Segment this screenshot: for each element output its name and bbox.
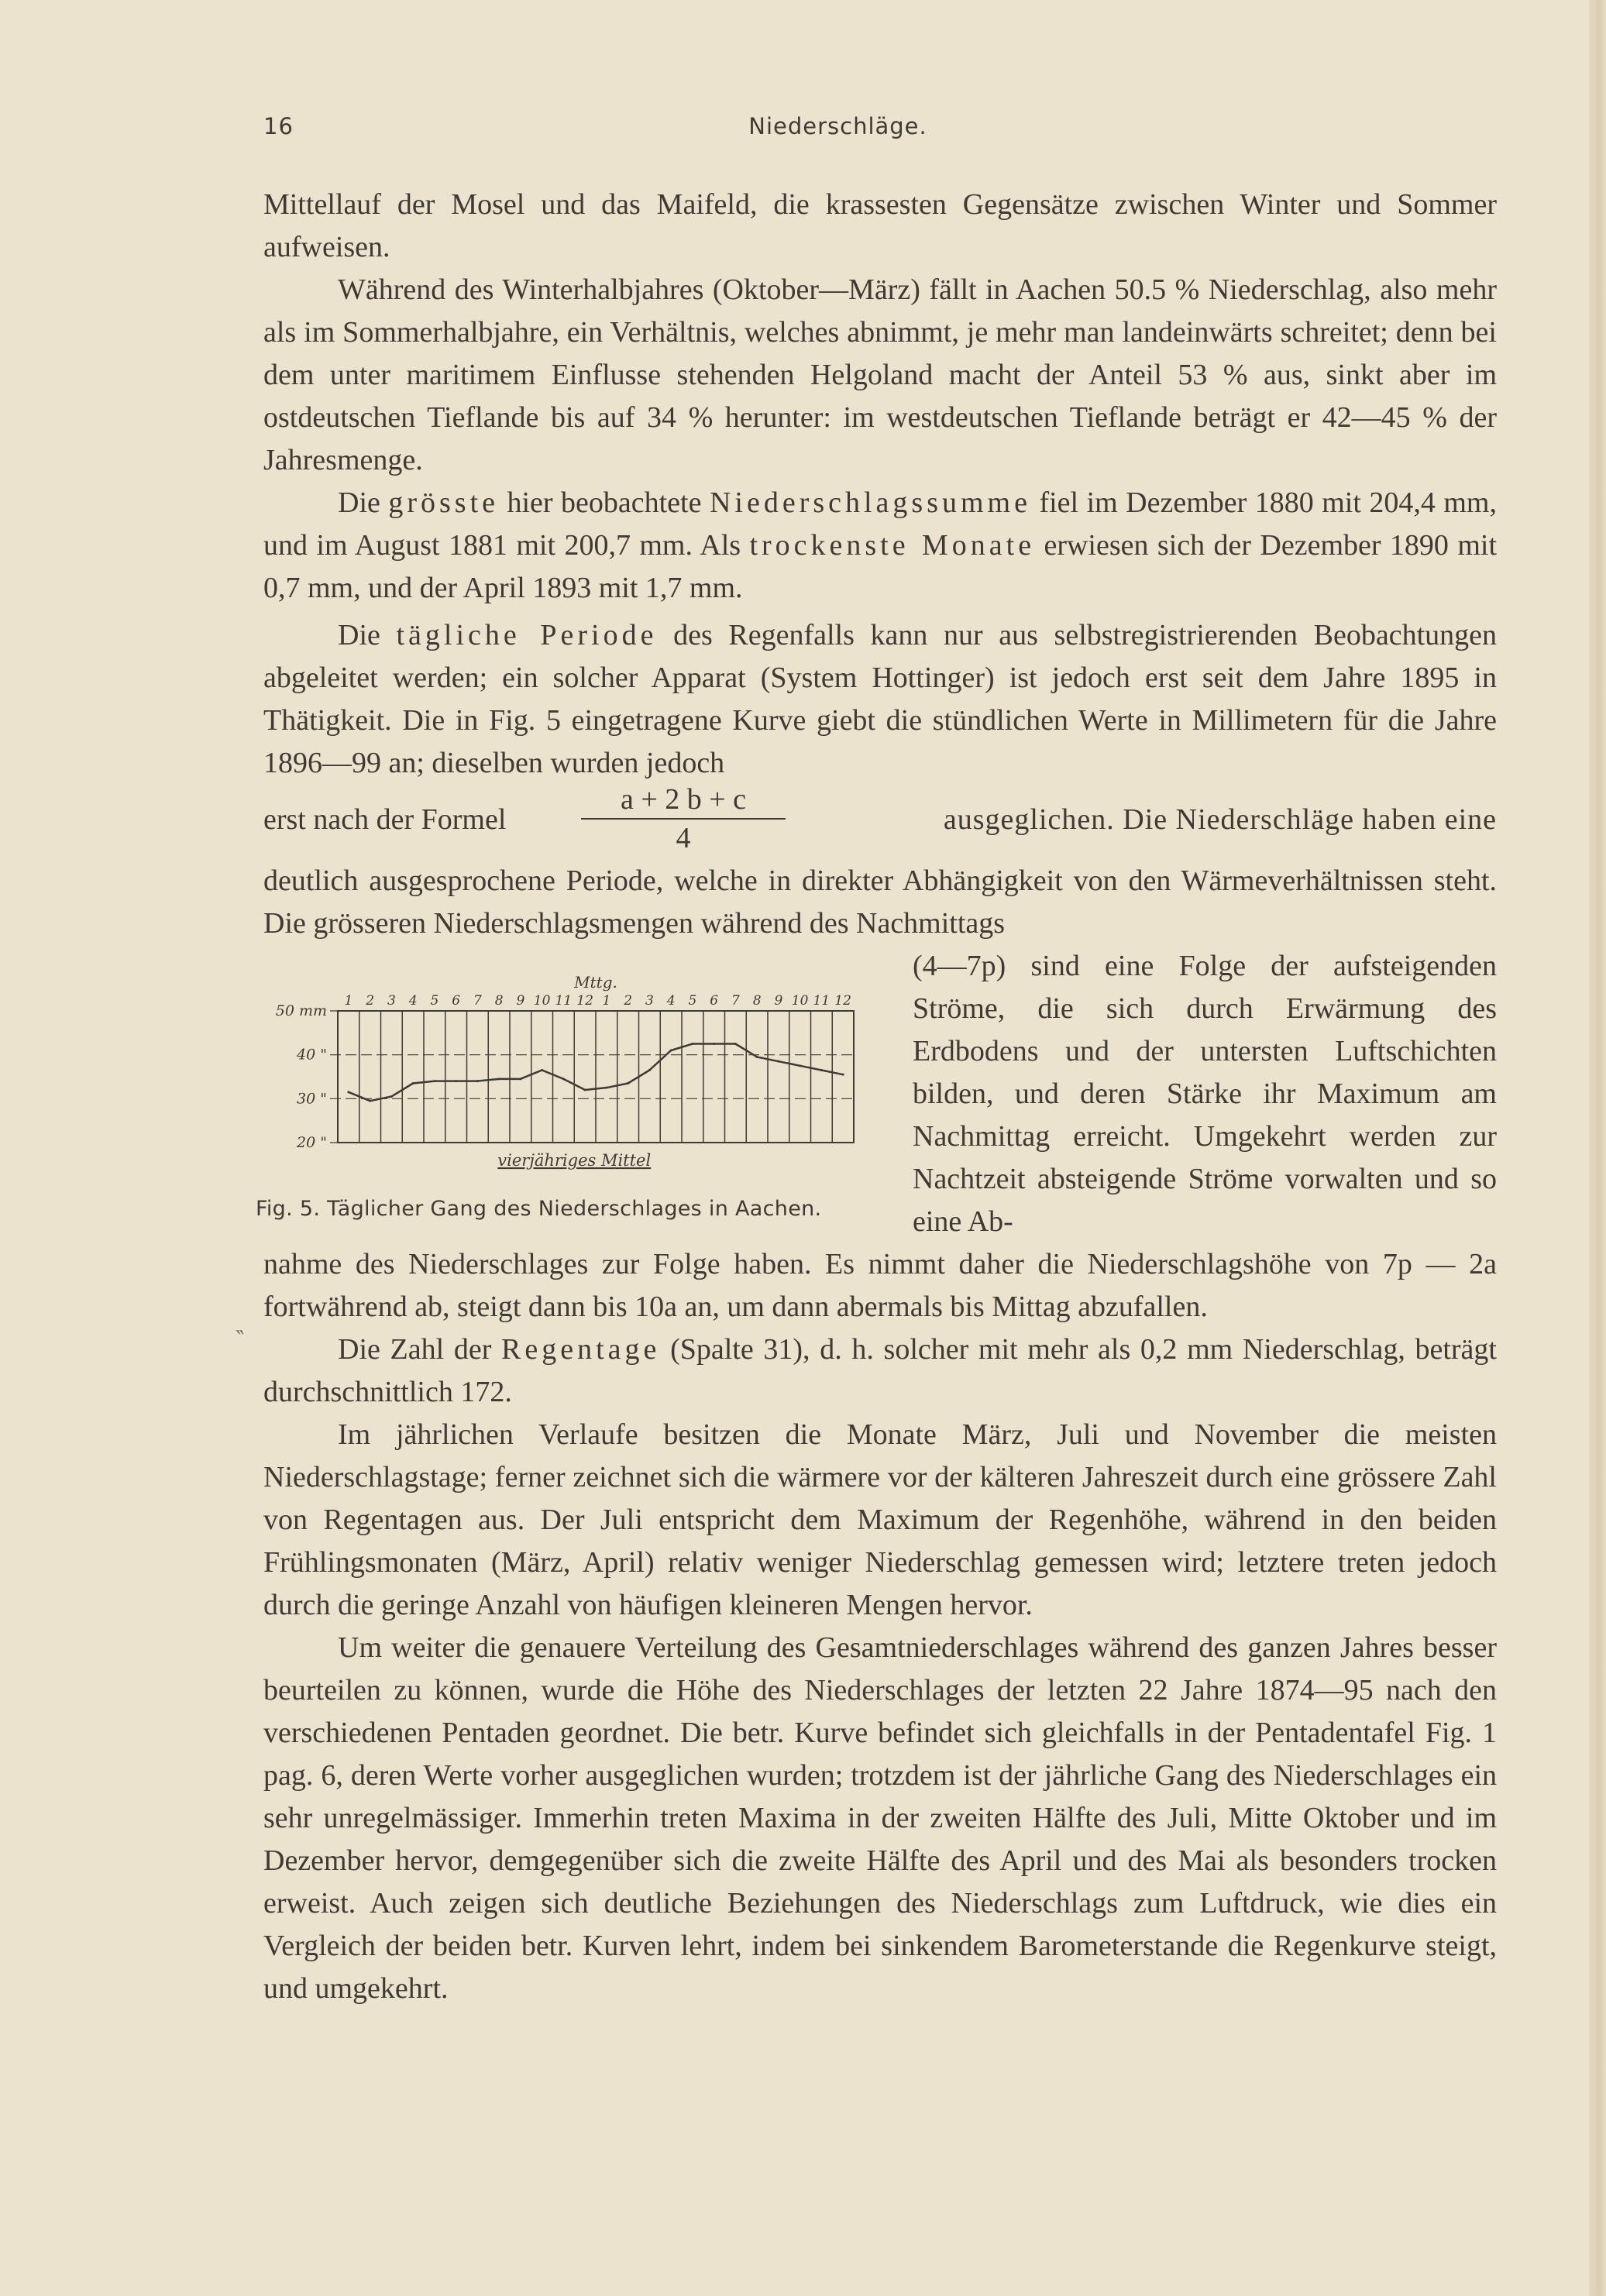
xtick-label: 5 [430, 993, 439, 1009]
ytick-label: 30 " [297, 1090, 327, 1108]
data-point [734, 1043, 737, 1045]
data-point [605, 1087, 607, 1089]
xtick-label: 10 [533, 993, 551, 1009]
xtick-label: 6 [710, 993, 719, 1009]
data-point [519, 1078, 521, 1080]
xtick-label: 4 [666, 993, 676, 1009]
paragraph-regentage: Die Zahl der Regentage (Spalte 31), d. h. solcher mit mehr als 0,2 mm Niederschlag, beträgt durchschnittlich 172. [263, 1333, 1497, 1408]
xtick-label: 8 [752, 993, 762, 1009]
paragraph-abnahme: nahme des Niederschlages zur Folge haben. Es nimmt daher die Niederschlagshöhe von 7p — 2a fortwährend ab, steigt dann bis 10a an, um dann abermals bis Mittag abzufallen. [263, 1248, 1497, 1323]
spaced-term: grösste [388, 486, 499, 519]
chart-title: Mttg. [574, 973, 617, 992]
data-point [820, 1069, 823, 1071]
text-block-3 [263, 860, 1497, 945]
ytick-label: 50 mm [275, 1002, 327, 1019]
xtick-label: 4 [408, 993, 418, 1009]
xtick-label: 1 [344, 993, 353, 1009]
stray-mark: ‶ [236, 1326, 245, 1353]
data-point [691, 1043, 693, 1045]
spaced-term: Niederschlagssumme [709, 486, 1031, 519]
paragraph-winterhalbjahr: Während des Winterhalbjahres (Oktober—März) fällt in Aachen 50.5 % Niederschlag, also mehr als im Sommerhalbjahre, ein Verhältnis, welches abnimmt, je mehr man landeinwärts schreitet; denn bei dem unter maritimem Einflusse stehenden Helgoland macht der Anteil 53 % aus, sinkt aber im ostdeutschen Tieflande bis auf 34 % herunter: im westdeutschen Tieflande beträgt er 42—45 % der Jahresmenge. [263, 273, 1497, 476]
paragraph-extremes: Die grösste hier beobachtete Niederschlagssumme fiel im Dezember 1880 mit 204,4 mm, und im August 1881 mit 200,7 mm. Als trockenste Monate erwiesen sich der Dezember 1890 mit 0,7 mm, und der April 1893 mit 1,7 mm. [263, 486, 1497, 604]
data-point [433, 1080, 435, 1082]
xtick-label: 11 [555, 993, 573, 1009]
data-point [713, 1043, 715, 1045]
text-block-1 [263, 184, 1497, 610]
xtick-label: 11 [813, 993, 831, 1009]
fraction-bar [581, 818, 786, 820]
data-point [562, 1078, 565, 1080]
data-point [498, 1078, 500, 1080]
formula-line [263, 782, 1497, 860]
formula-fraction [581, 782, 786, 854]
xtick-label: 7 [473, 993, 482, 1009]
x-axis-label: vierjähriges Mittel [497, 1151, 652, 1170]
data-point [541, 1069, 543, 1071]
xtick-label: 7 [731, 993, 740, 1009]
paragraph-yearly: Im jährlichen Verlaufe besitzen die Monate März, Juli und November die meisten Niederschlagstage; ferner zeichnet sich die wärmere vor der kälteren Jahreszeit durch eine grössere Zahl von Regentagen aus. Der Juli entspricht dem Maximum der Regenhöhe, während in den beiden Frühlingsmonaten (März, April) relativ weniger Niederschlag gemessen wird; letztere treten jedoch durch die geringe Anzahl von häufigen kleineren Mengen hervor. [263, 1418, 1497, 1621]
figure-5 [256, 964, 891, 1220]
data-point [670, 1050, 672, 1052]
xtick-label: 1 [602, 993, 611, 1009]
page-edge [1589, 0, 1606, 2296]
data-point [412, 1082, 414, 1084]
xtick-label: 10 [791, 993, 809, 1009]
running-head [263, 113, 1498, 144]
data-point [756, 1056, 758, 1058]
xtick-label: 12 [834, 993, 851, 1009]
wrap-paragraph: (4—7p) sind eine Folge der aufsteigenden Ströme, die sich durch Erwärmung des Erdbodens und der untersten Luftschichten bilden, und deren Stärke ihr Maximum am Nachmittag erreicht. Umgekehrt werden zur Nachtzeit absteigende Ströme vorwalten und so eine Ab- [913, 950, 1497, 1238]
running-title: Niederschläge. [748, 113, 927, 139]
data-point [584, 1089, 586, 1091]
data-point [777, 1060, 779, 1063]
text-block-4 [263, 1243, 1497, 2010]
paragraph-pentaden: Um weiter die genauere Verteilung des Gesamtniederschlages während des ganzen Jahres besser beurteilen zu können, wurde die Höhe des Niederschlages der letzten 22 Jahre 1874—95 nach den verschiedenen Pentaden geordnet. Die betr. Kurve befindet sich gleichfalls in der Pentadentafel Fig. 1 pag. 6, deren Werte vorher ausgeglichen wurden; trotzdem ist der jährliche Gang des Niederschlages ein sehr unregelmässiger. Immerhin treten Maxima in der zweiten Hälfte des Juli, Mitte Oktober und im Dezember hervor, demgegenüber sich die zweite Hälfte des April und des Mai als besonders trocken erweist. Auch zeigen sich deutliche Beziehungen des Niederschlags zum Luftdruck, wie dies ein Vergleich der beiden betr. Kurven lehrt, indem bei sinkendem Barometerstande die Regenkurve steigt, und umgekehrt. [263, 1631, 1497, 2005]
xtick-label: 3 [645, 993, 654, 1009]
spaced-term: Regentage [501, 1333, 661, 1366]
xtick-label: 12 [576, 993, 593, 1009]
data-point [390, 1095, 393, 1098]
data-point [455, 1080, 457, 1082]
xtick-label: 2 [366, 993, 375, 1009]
formula-text-after: ausgeglichen. Die Niederschläge haben eine [943, 803, 1497, 836]
xtick-label: 8 [494, 993, 504, 1009]
figure-wrap-text [913, 945, 1497, 1243]
xtick-label: 3 [387, 993, 396, 1009]
page-number: 16 [263, 113, 294, 139]
data-point [347, 1091, 349, 1093]
xtick-label: 2 [624, 993, 633, 1009]
paragraph-continuation: Mittellauf der Mosel und das Maifeld, die krassesten Gegensätze zwischen Winter und Sommer aufweisen. [263, 188, 1497, 263]
spaced-term: tägliche Periode [396, 619, 658, 651]
formula-numerator: a + 2 b + c [620, 783, 747, 816]
text-block-2 [263, 614, 1497, 785]
xtick-label: 9 [516, 993, 525, 1009]
figure-caption: Fig. 5. Täglicher Gang des Niederschlages in Aachen. [256, 1197, 822, 1221]
xtick-label: 9 [774, 993, 783, 1009]
precipitation-chart [256, 964, 891, 1189]
xtick-label: 6 [452, 993, 461, 1009]
ytick-label: 40 " [297, 1046, 327, 1064]
formula-denominator: 4 [676, 822, 691, 854]
data-point [799, 1064, 801, 1067]
ytick-label: 20 " [297, 1134, 327, 1151]
data-point [627, 1082, 629, 1084]
spaced-term: trockenste Monate [749, 529, 1036, 562]
paragraph-continuation-2: deutlich ausgesprochene Periode, welche in direkter Abhängigkeit von den Wärmeverhältnissen steht. Die grösseren Niederschlagsmengen während des Nachmittags [263, 864, 1497, 940]
data-point [476, 1080, 479, 1082]
data-point [369, 1100, 371, 1102]
xtick-label: 5 [688, 993, 697, 1009]
data-point [648, 1069, 651, 1071]
data-point [842, 1074, 844, 1076]
formula-text-before: erst nach der Formel [263, 803, 507, 836]
paragraph-daily-period: Die tägliche Periode des Regenfalls kann nur aus selbstregistrierenden Beobachtungen abgeleitet werden; ein solcher Apparat (System Hottinger) ist jedoch erst seit dem Jahre 1895 in Thätigkeit. Die in Fig. 5 eingetragene Kurve giebt die stündlichen Werte in Millimetern für die Jahre 1896—99 an; dieselben wurden jedoch [263, 619, 1497, 779]
